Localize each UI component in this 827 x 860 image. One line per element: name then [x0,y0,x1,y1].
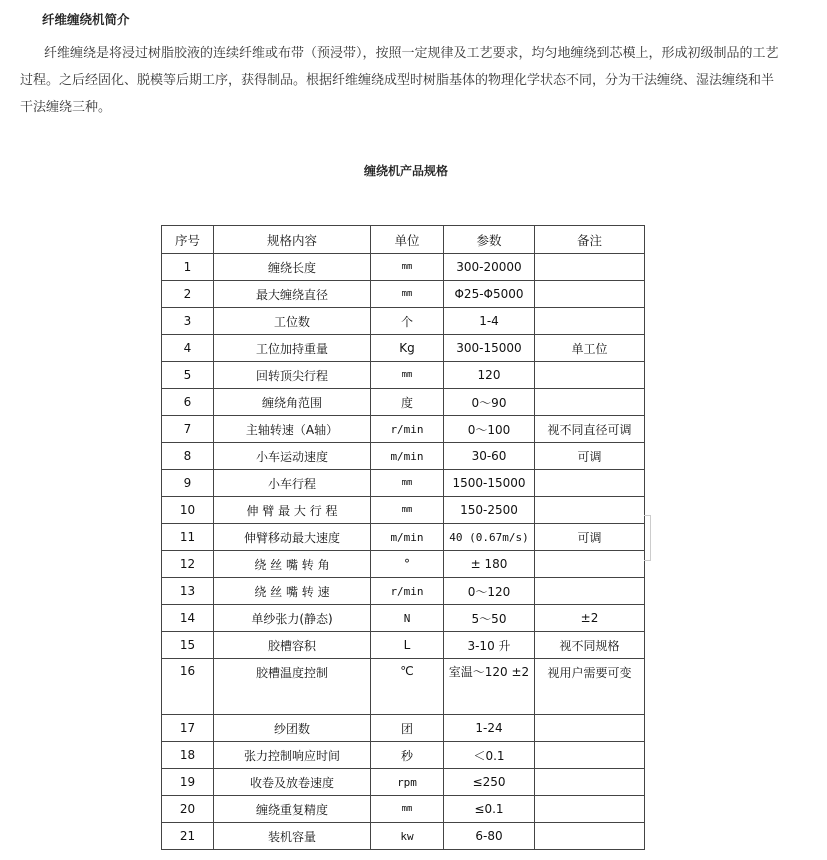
cell-unit: kw [371,823,444,850]
cell-note: 可调 [535,524,645,551]
cell-index: 5 [162,362,214,389]
cell-note [535,551,645,578]
cell-spec: 小车行程 [214,470,371,497]
cell-index: 3 [162,308,214,335]
cell-spec: 工位数 [214,308,371,335]
cell-index: 1 [162,254,214,281]
table-row [162,769,645,796]
cell-note [535,742,645,769]
cell-spec: 缠绕角范围 [214,389,371,416]
table-row [162,551,645,578]
table-row [162,497,645,524]
table-row [162,715,645,742]
cell-index: 10 [162,497,214,524]
cell-note: ±2 [535,605,645,632]
cell-unit: Kg [371,335,444,362]
cell-index: 13 [162,578,214,605]
cell-unit: mm [371,796,444,823]
cell-spec: 回转顶尖行程 [214,362,371,389]
table-row [162,362,645,389]
cell-unit: L [371,632,444,659]
cell-note [535,470,645,497]
table-row [162,254,645,281]
header-param: 参数 [444,226,535,254]
table-row [162,632,645,659]
table-row [162,281,645,308]
cell-note [535,769,645,796]
cell-param: 3-10 升 [444,632,535,659]
cell-spec: 最大缠绕直径 [214,281,371,308]
table-row [162,389,645,416]
cell-spec: 胶槽温度控制 [214,659,371,715]
cell-unit: mm [371,497,444,524]
cell-param: 300-20000 [444,254,535,281]
cell-spec: 缠绕长度 [214,254,371,281]
cell-note [535,254,645,281]
cell-index: 18 [162,742,214,769]
cell-unit: mm [371,470,444,497]
cell-param: 300-15000 [444,335,535,362]
cell-index: 20 [162,796,214,823]
cell-param: 0～120 [444,578,535,605]
cell-note [535,389,645,416]
article-heading: 纤维缠绕机简介 [42,12,130,27]
table-row [162,308,645,335]
table-row [162,524,645,551]
cell-index: 15 [162,632,214,659]
cell-param: ± 180 [444,551,535,578]
cell-param: ＜0.1 [444,742,535,769]
table-header-row [162,226,645,254]
cell-index: 6 [162,389,214,416]
cell-param: 1-4 [444,308,535,335]
cell-spec: 纱团数 [214,715,371,742]
table-row [162,823,645,850]
cell-unit: 秒 [371,742,444,769]
cell-spec: 伸 臂 最 大 行 程 [214,497,371,524]
table-row [162,796,645,823]
table-row [162,578,645,605]
table-title: 缠绕机产品规格 [363,164,448,178]
cell-index: 9 [162,470,214,497]
cell-note: 视不同直径可调 [535,416,645,443]
cell-unit: rpm [371,769,444,796]
cell-param: ≤250 [444,769,535,796]
cell-unit: ° [371,551,444,578]
cell-note: 视用户需要可变 [535,659,645,715]
table-row [162,335,645,362]
cell-index: 2 [162,281,214,308]
cell-param: ≤0.1 [444,796,535,823]
cell-note: 单工位 [535,335,645,362]
cell-index: 21 [162,823,214,850]
cell-index: 8 [162,443,214,470]
cell-param: 120 [444,362,535,389]
table-row [162,605,645,632]
cell-note [535,281,645,308]
cell-unit: 度 [371,389,444,416]
cell-unit: 团 [371,715,444,742]
cell-param: 5～50 [444,605,535,632]
cell-spec: 伸臂移动最大速度 [214,524,371,551]
cell-unit: ℃ [371,659,444,715]
cell-param: 1500-15000 [444,470,535,497]
table-row [162,659,645,715]
cell-note: 视不同规格 [535,632,645,659]
cell-spec: 绕 丝 嘴 转 速 [214,578,371,605]
cell-spec: 主轴转速（A轴） [214,416,371,443]
table-row [162,742,645,769]
header-unit: 单位 [371,226,444,254]
cell-param: 0～100 [444,416,535,443]
cell-spec: 工位加持重量 [214,335,371,362]
cell-note [535,308,645,335]
cell-spec: 收卷及放卷速度 [214,769,371,796]
cell-note [535,823,645,850]
cell-param: 0～90 [444,389,535,416]
cell-index: 11 [162,524,214,551]
table-row [162,470,645,497]
cell-spec: 装机容量 [214,823,371,850]
cell-unit: m/min [371,524,444,551]
cell-unit: mm [371,362,444,389]
cell-param: Φ25-Φ5000 [444,281,535,308]
cell-index: 16 [162,659,214,715]
cell-param: 150-2500 [444,497,535,524]
cell-spec: 张力控制响应时间 [214,742,371,769]
cell-note [535,578,645,605]
cell-note [535,362,645,389]
cell-index: 7 [162,416,214,443]
cell-unit: m/min [371,443,444,470]
header-index: 序号 [162,226,214,254]
cell-param: 1-24 [444,715,535,742]
cell-param: 30-60 [444,443,535,470]
intro-paragraph: 纤维缠绕是将浸过树脂胶液的连续纤维或布带（预浸带），按照一定规律及工艺要求，均匀地缠绕到芯模上，形成初级制品的工艺过程。之后经固化、脱模等后期工序，获得制品。根据纤维缠绕成型时树脂基体的物理化学状态不同，分为干法缠绕、湿法缠绕和半干法缠绕三种。 [20,46,779,115]
cell-spec: 胶槽容积 [214,632,371,659]
cell-note: 可调 [535,443,645,470]
cell-unit: r/min [371,416,444,443]
cell-param: 6-80 [444,823,535,850]
cell-spec: 小车运动速度 [214,443,371,470]
cell-note [535,796,645,823]
cell-spec: 绕 丝 嘴 转 角 [214,551,371,578]
cell-index: 12 [162,551,214,578]
cell-param: 室温～120 ±2 [444,659,535,715]
cell-index: 14 [162,605,214,632]
cell-unit: mm [371,254,444,281]
header-note: 备注 [535,226,645,254]
cell-index: 4 [162,335,214,362]
cell-spec: 缠绕重复精度 [214,796,371,823]
cell-unit: mm [371,281,444,308]
cell-index: 17 [162,715,214,742]
spec-table [161,225,645,850]
table-edge-artifact [644,515,651,561]
cell-unit: N [371,605,444,632]
cell-param: 40 (0.67m/s) [444,524,535,551]
cell-unit: 个 [371,308,444,335]
cell-spec: 单纱张力(静态) [214,605,371,632]
table-row [162,443,645,470]
header-spec: 规格内容 [214,226,371,254]
table-row [162,416,645,443]
cell-note [535,497,645,524]
cell-index: 19 [162,769,214,796]
cell-note [535,715,645,742]
cell-unit: r/min [371,578,444,605]
